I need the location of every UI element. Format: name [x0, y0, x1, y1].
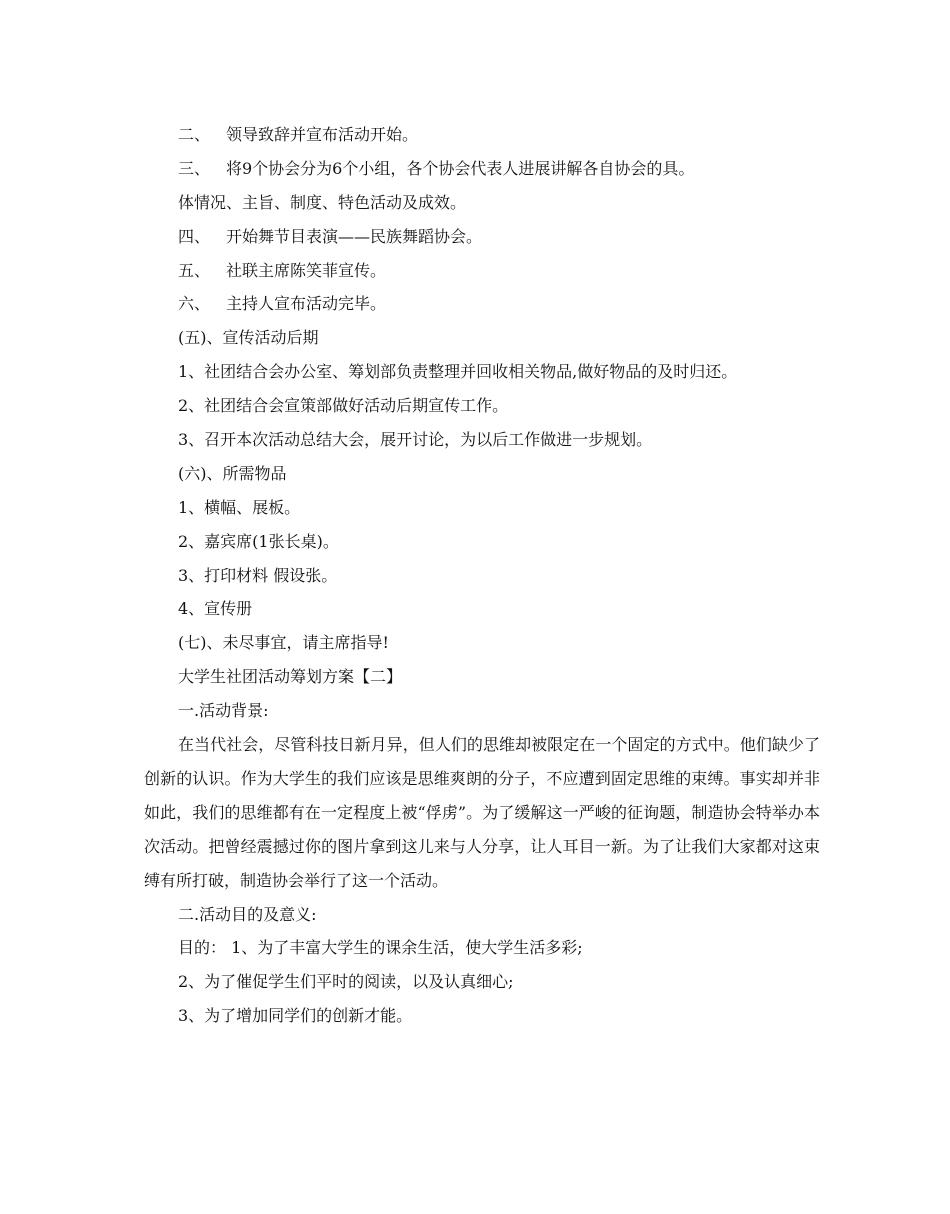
section-heading: 一.活动背景: [178, 701, 269, 721]
list-text: 社联主席陈笑菲宣传。 [226, 260, 387, 280]
list-item: 目的： 1、为了丰富大学生的课余生活，使大学生活多彩; [178, 938, 583, 958]
list-item: 2、嘉宾席(1张长桌)。 [178, 531, 339, 551]
list-number: 二、 [178, 125, 211, 144]
list-item: 3、为了增加同学们的创新才能。 [178, 1006, 413, 1026]
list-item [144, 220, 820, 254]
list-item [144, 152, 820, 186]
list-text: 主持人宣布活动完毕。 [226, 294, 387, 314]
section-heading: (六)、所需物品 [178, 463, 287, 483]
list-item [144, 118, 820, 152]
list-text: 领导致辞并宣布活动开始。 [226, 125, 419, 144]
list-text: 将9个协会分为6个小组，各个协会代表人进展讲解各自协会的具。 [226, 158, 695, 178]
list-item: 1、横幅、展板。 [178, 497, 301, 517]
list-item: 1、社团结合会办公室、筹划部负责整理并回收相关物品,做好物品的及时归还。 [178, 362, 738, 382]
document-title: 大学生社团活动筹划方案【二】 [178, 667, 403, 687]
list-number: 四、 [178, 226, 211, 246]
list-item: 3、召开本次活动总结大会，展开讨论，为以后工作做进一步规划。 [178, 430, 653, 450]
section-heading: 二.活动目的及意义: [178, 904, 317, 924]
list-number: 六、 [178, 294, 211, 314]
list-item: 2、社团结合会宣策部做好活动后期宣传工作。 [178, 396, 509, 416]
section-heading: (五)、宣传活动后期 [178, 328, 319, 348]
list-text: 开始舞节目表演——民族舞蹈协会。 [226, 226, 483, 246]
body-paragraph: 在当代社会，尽管科技日新月异，但人们的思维却被限定在一个固定的方式中。他们缺少了创新的认识。作为大学生的我们应该是思维爽朗的分子，不应遭到固定思维的束缚。事实却并非如此，我们的思维都有在一定程度上被“俘虏”。为了缓解这一严峻的征询题，制造协会特举办本次活动。把曾经震撼过你的图片拿到这儿来与人分享，让人耳目一新。为了让我们大家都对这束缚有所打破，制造协会举行了这一个活动。 [144, 735, 820, 890]
section-heading: (七)、未尽事宜，请主席指导! [178, 633, 389, 653]
document-content [144, 118, 820, 1033]
list-number: 五、 [178, 260, 211, 280]
list-item [144, 287, 820, 321]
list-number: 三、 [178, 158, 211, 178]
list-item-continuation: 体情况、主旨、制度、特色活动及成效。 [178, 192, 467, 212]
list-item: 4、宣传册 [178, 599, 253, 619]
list-item: 2、为了催促学生们平时的阅读，以及认真细心; [178, 972, 514, 992]
list-item [144, 254, 820, 288]
list-item: 3、打印材料 假设张。 [178, 565, 338, 585]
